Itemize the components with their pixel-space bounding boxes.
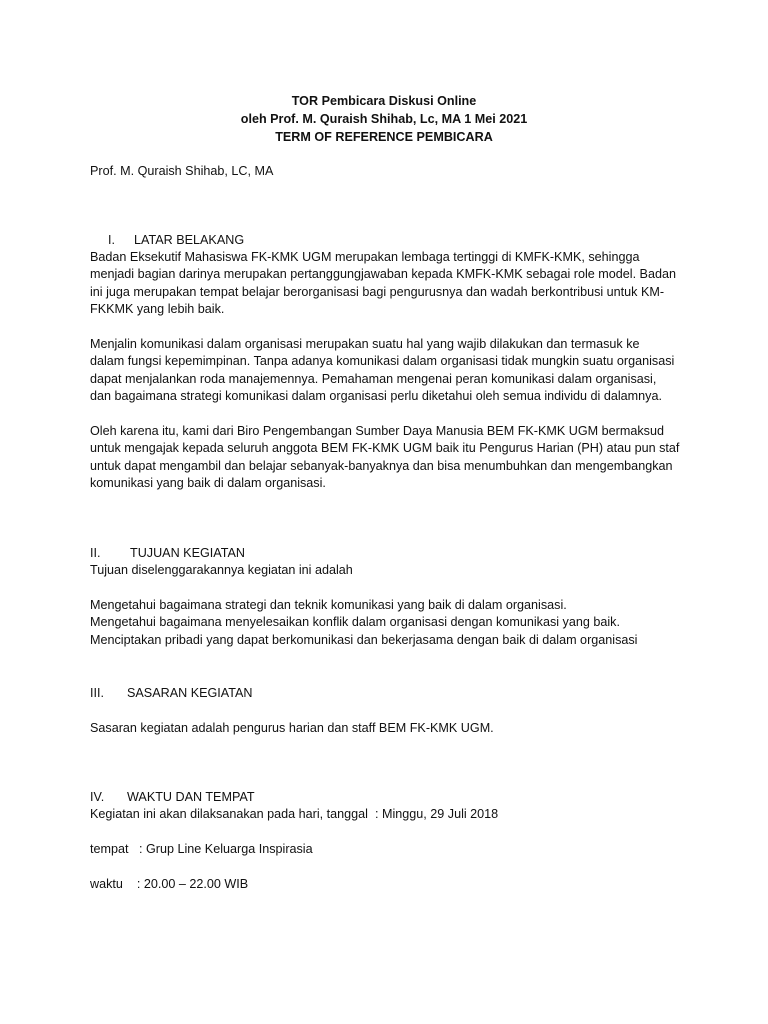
goal-item: Mengetahui bagaimana strategi dan teknik komunikasi yang baik di dalam organisasi. xyxy=(90,598,567,612)
section-3-title: SASARAN KEGIATAN xyxy=(127,686,253,700)
section-1-paragraph-2 xyxy=(90,336,690,406)
section-2-number: II. xyxy=(90,546,101,560)
section-1-paragraph-3 xyxy=(90,423,690,493)
paragraph-line: dan bagaimana strategi komunikasi dalam organisasi perlu diketahui oleh semua individu di dalamnya. xyxy=(90,389,662,404)
paragraph-line: untuk dapat mengambil dan belajar sebanyak-banyaknya dan bisa menumbuhkan dan mengembangkan xyxy=(90,458,673,473)
paragraph-line: untuk mengajak kepada seluruh anggota BEM FK-KMK UGM baik itu Pengurus Harian (PH) atau pun staf xyxy=(90,441,680,456)
paragraph-line: menjadi bagian darinya merupakan pertanggungjawaban kepada KMFK-KMK sebagai role model. Badan xyxy=(90,267,676,282)
section-1-number: I. xyxy=(108,233,115,247)
section-4-time: waktu : 20.00 – 22.00 WIB xyxy=(90,877,249,891)
paragraph-line: FKKMK yang lebih baik. xyxy=(90,302,225,317)
section-4-intro: Kegiatan ini akan dilaksanakan pada hari, tanggal : Minggu, 29 Juli 2018 xyxy=(90,807,499,821)
section-1-title: LATAR BELAKANG xyxy=(134,233,245,247)
goal-item: Mengetahui bagaimana menyelesaikan konflik dalam organisasi dengan komunikasi yang baik. xyxy=(90,615,620,630)
document-title-line-2: oleh Prof. M. Quraish Shihab, Lc, MA 1 Mei 2021 xyxy=(240,112,528,126)
section-4-title: WAKTU DAN TEMPAT xyxy=(127,790,255,804)
paragraph-line: ini juga merupakan tempat belajar berorganisasi bagi pengurusnya dan wadah berkontribusi untuk KM- xyxy=(90,284,665,299)
paragraph-line: Badan Eksekutif Mahasiswa FK-KMK UGM merupakan lembaga tertinggi di KMFK-KMK, sehingga xyxy=(90,250,640,264)
section-3-text: Sasaran kegiatan adalah pengurus harian dan staff BEM FK-KMK UGM. xyxy=(90,721,494,735)
document-title-line-1: TOR Pembicara Diskusi Online xyxy=(291,94,477,108)
speaker-name: Prof. M. Quraish Shihab, LC, MA xyxy=(90,164,274,178)
section-2-title: TUJUAN KEGIATAN xyxy=(130,546,245,560)
paragraph-line: Menjalin komunikasi dalam organisasi merupakan suatu hal yang wajib dilakukan dan termasuk ke xyxy=(90,337,640,351)
document-title-line-3: TERM OF REFERENCE PEMBICARA xyxy=(275,130,493,144)
section-2-goals xyxy=(90,597,690,649)
paragraph-line: dapat menjalankan roda manajemennya. Pemahaman mengenai peran komunikasi dalam organisasi, xyxy=(90,371,657,386)
section-1-paragraph-1 xyxy=(90,249,690,319)
paragraph-line: komunikasi yang baik di dalam organisasi. xyxy=(90,476,326,491)
paragraph-line: dalam fungsi kepemimpinan. Tanpa adanya komunikasi dalam organisasi tidak mungkin suatu organisasi xyxy=(90,354,675,369)
section-3-number: III. xyxy=(90,686,104,700)
section-2-intro: Tujuan diselenggarakannya kegiatan ini adalah xyxy=(90,563,353,577)
section-4-number: IV. xyxy=(90,790,105,804)
paragraph-line: Oleh karena itu, kami dari Biro Pengembangan Sumber Daya Manusia BEM FK-KMK UGM bermaksud xyxy=(90,424,664,438)
goal-item: Menciptakan pribadi yang dapat berkomunikasi dan bekerjasama dengan baik di dalam organisasi xyxy=(90,632,638,647)
section-4-place: tempat : Grup Line Keluarga Inspirasia xyxy=(90,842,313,856)
